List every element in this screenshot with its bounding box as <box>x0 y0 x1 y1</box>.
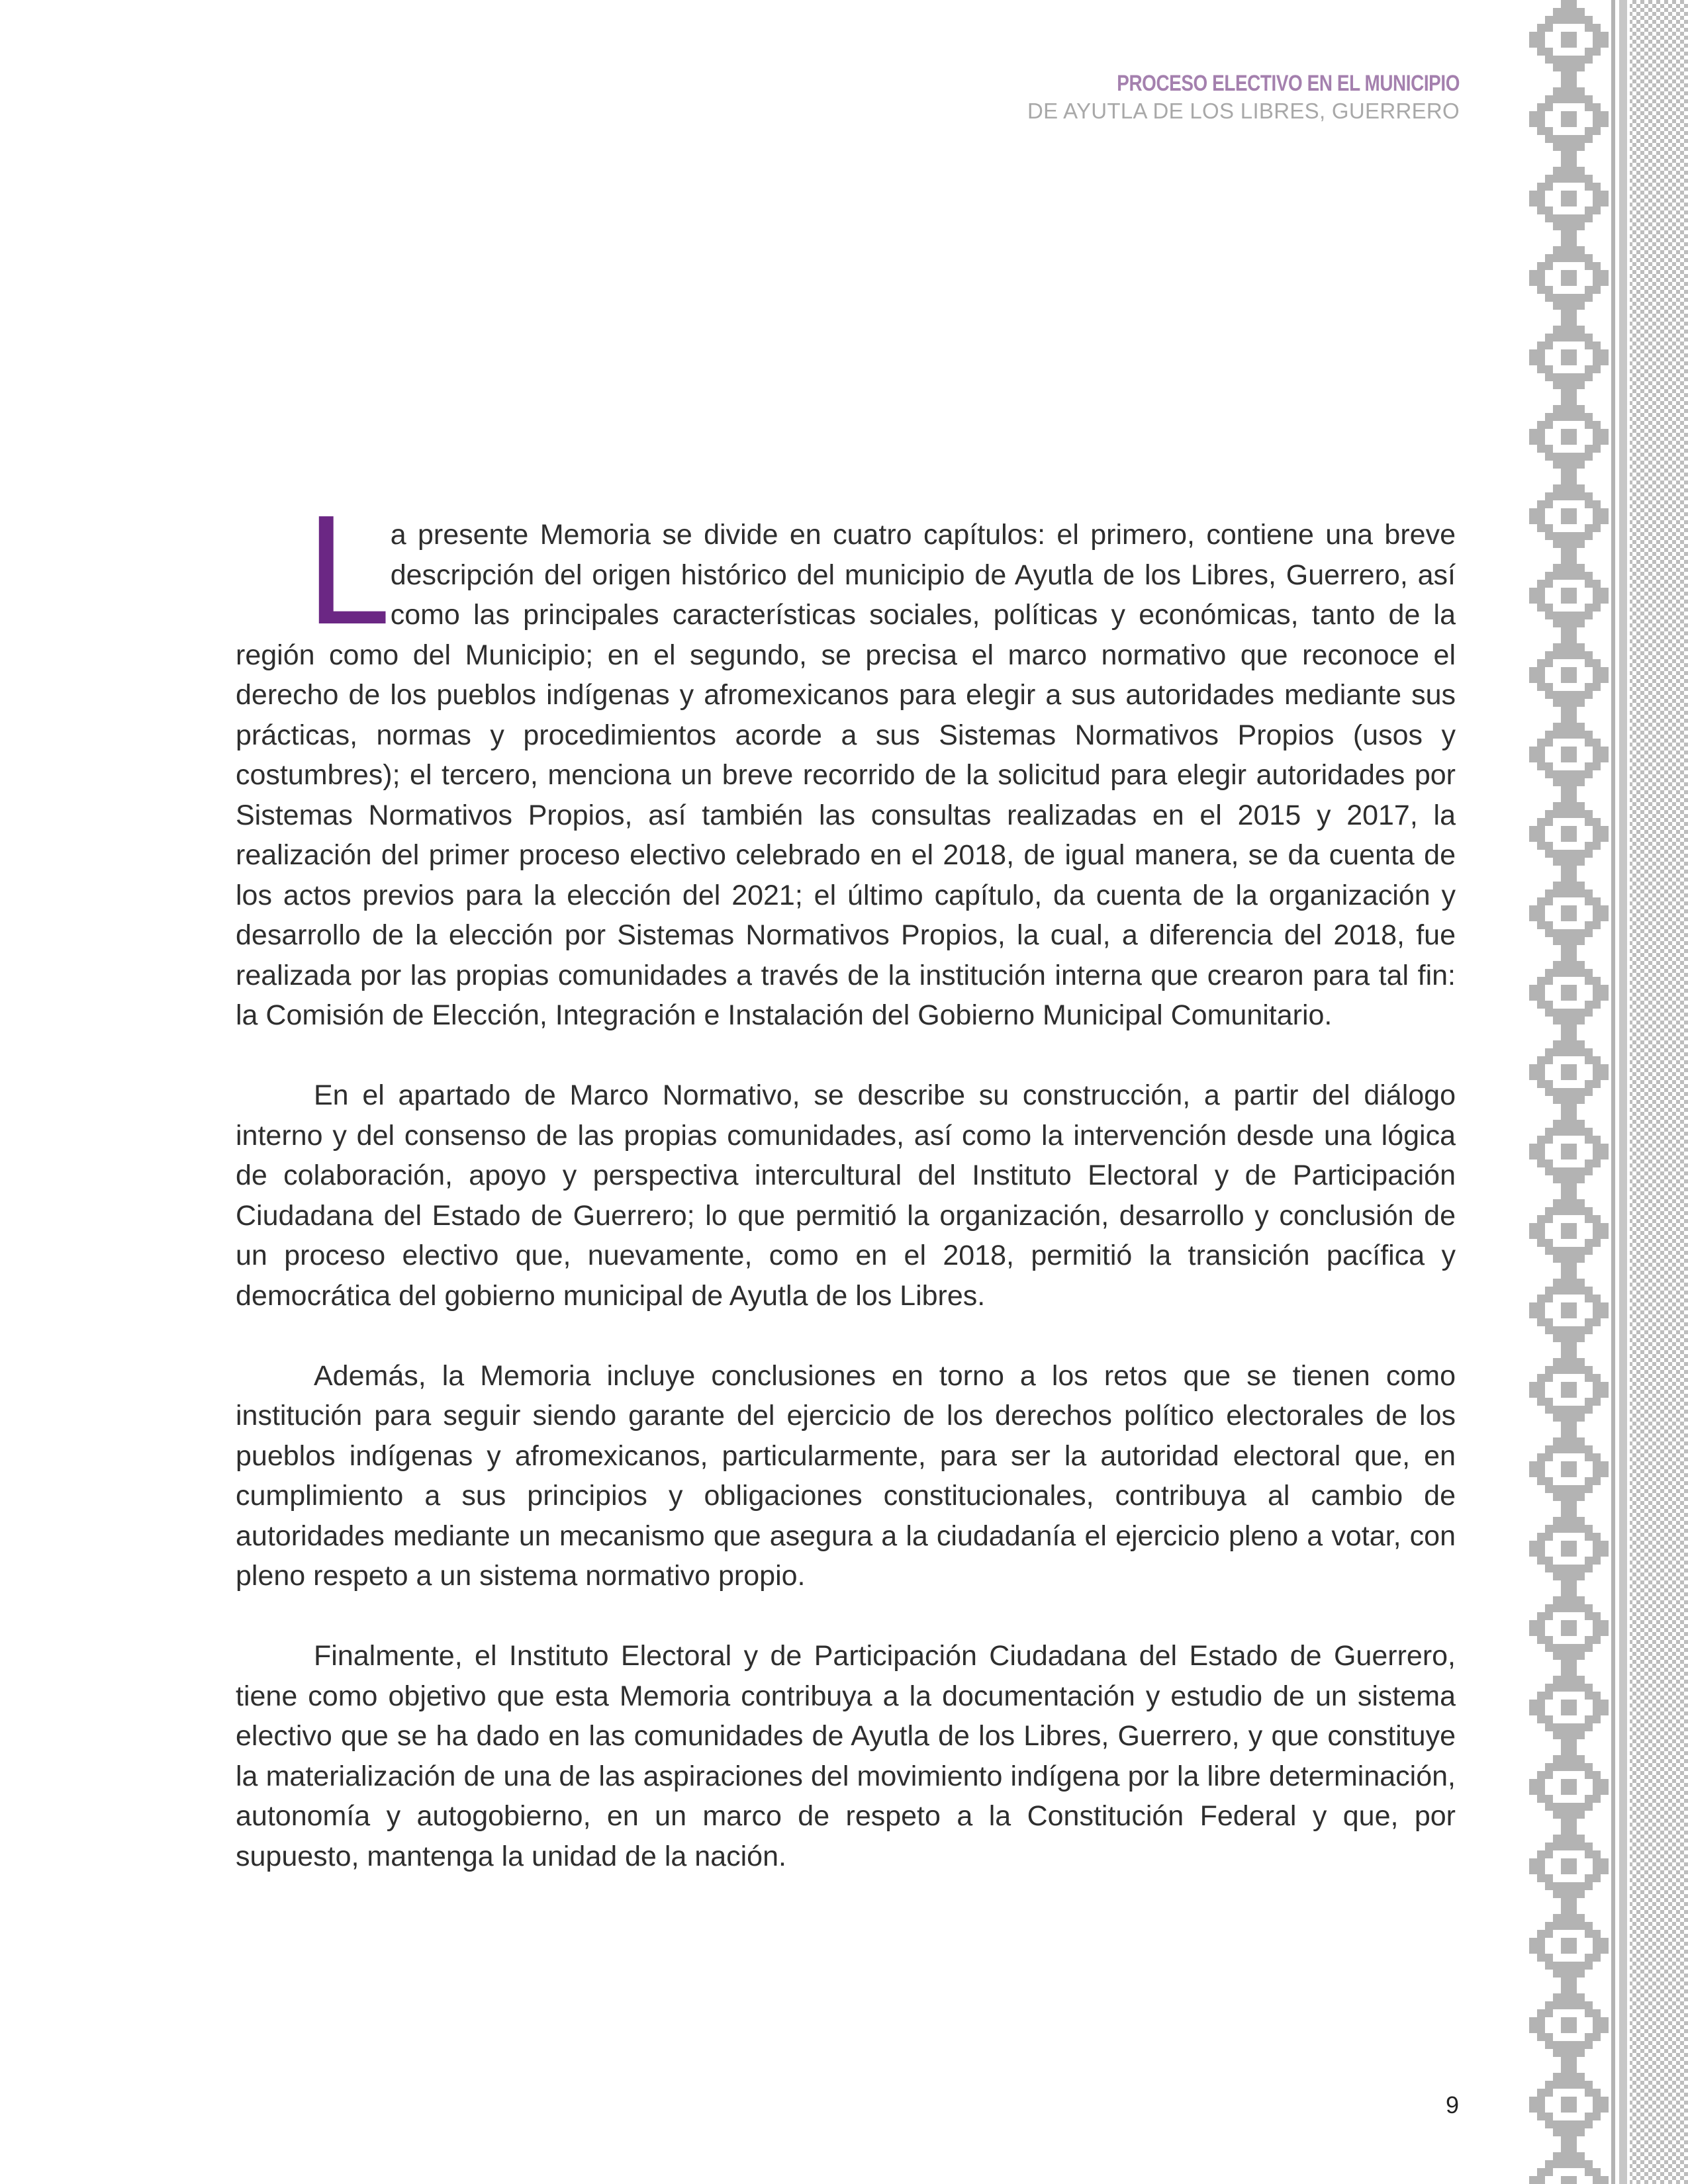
paragraph-1 <box>236 488 1456 1036</box>
running-header <box>1027 69 1460 124</box>
paragraph-1-text: a presente Memoria se divide en cuatro capítulos: el primero, contiene una breve descripción del origen histórico del municipio de Ayutla de los Libres, Guerrero, así como las principales características sociales, políticas y económicas, tanto de la región como del Municipio; en el segundo, se precisa el marco normativo que reconoce el derecho de los pueblos indígenas y afromexicanos para elegir a sus autoridades mediante sus prácticas, normas y procedimientos acorde a sus Sistemas Normativos Propios (usos y costumbres); el tercero, menciona un breve recorrido de la solicitud para elegir autoridades por Sistemas Normativos Propios, así también las consultas realizadas en el 2015 y 2017, la realización del primer proceso electivo celebrado en el 2018, de igual manera, se da cuenta de los actos previos para la elección del 2021; el último capítulo, da cuenta de la organización y desarrollo de la elección por Sistemas Normativos Propios, la cual, a diferencia del 2018, fue realizada por las propias comunidades a través de la institución interna que crearon para tal fin: la Comisión de Elección, Integración e Instalación del Gobierno Municipal Comunitario. <box>236 519 1456 1031</box>
page-number: 9 <box>1445 2091 1459 2118</box>
header-subtitle: DE AYUTLA DE LOS LIBRES, GUERRERO <box>1027 99 1460 123</box>
header-title: PROCESO ELECTIVO EN EL MUNICIPIO <box>1117 71 1460 96</box>
body-text <box>236 488 1456 1917</box>
paragraph-3: Además, la Memoria incluye conclusiones en torno a los retos que se tienen como institución para seguir siendo garante del ejercicio de los derechos político electorales de los pueblos indígenas y afromexicanos, particularmente, para ser la autoridad electoral que, en cumplimiento a sus principios y obligaciones constitucionales, contribuya al cambio de autoridades mediante un mecanismo que asegura a la ciudadanía el ejercicio pleno a votar, con pleno respeto a un sistema normativo propio. <box>236 1359 1456 1592</box>
paragraph-4: Finalmente, el Instituto Electoral y de Participación Ciudadana del Estado de Guerrero, tiene como objetivo que esta Memoria contribuya a la documentación y estudio de un sistema electivo que se ha dado en las comunidades de Ayutla de los Libres, Guerrero, y que constituye la materialización de una de las aspiraciones del movimiento indígena por la libre determinación, autonomía y autogobierno, en un marco de respeto a la Constitución Federal y que, por supuesto, mantenga la unidad de la nación. <box>236 1640 1456 1872</box>
drop-cap: L <box>305 488 387 659</box>
paragraph-2: En el apartado de Marco Normativo, se describe su construcción, a partir del diálogo interno y del consenso de las propias comunidades, así como la intervención desde una lógica de colaboración, apoyo y perspectiva intercultural del Instituto Electoral y de Participación Ciudadana del Estado de Guerrero; lo que permitió la organización, desarrollo y conclusión de un proceso electivo que, nuevamente, como en el 2018, permitió la transición pacífica y democrática del gobierno municipal de Ayutla de los Libres. <box>236 1079 1456 1312</box>
decorative-border-pattern <box>1529 0 1688 2184</box>
